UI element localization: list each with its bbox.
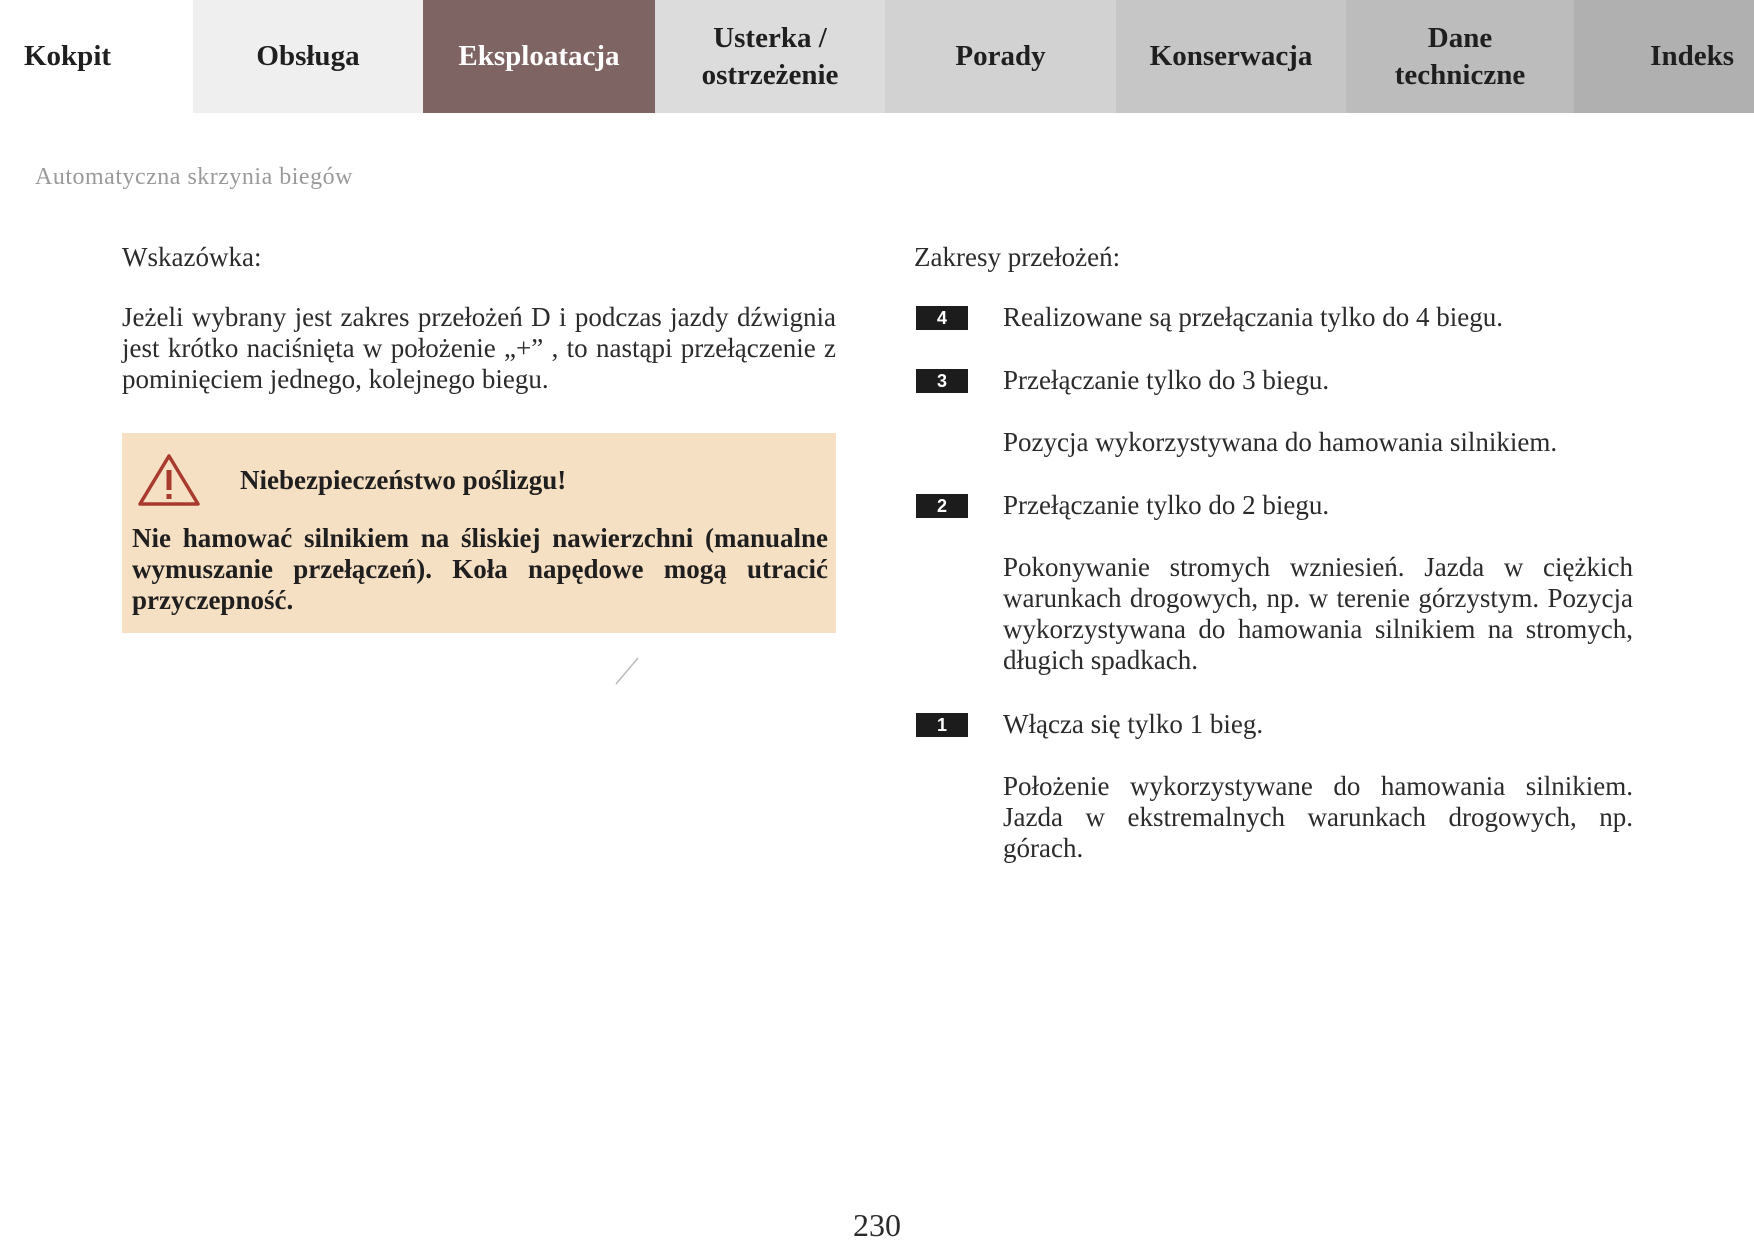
tab-konserwacja[interactable] (1116, 0, 1346, 113)
tab-indeks[interactable] (1574, 0, 1754, 113)
tab-label: Kokpit (24, 40, 112, 72)
tab-kokpit[interactable] (0, 0, 193, 113)
gear-range-text: Włącza się tylko 1 bieg. (1003, 709, 1264, 739)
tab-obsluga[interactable] (193, 0, 423, 113)
gear-badge-2: 2 (916, 494, 968, 518)
tab-usterka-ostrzezenie[interactable] (655, 0, 885, 113)
hint-text: Jeżeli wybrany jest zakres przełożeń D i podczas jazdy dźwignia jest krótko naciśnięta w położenie „+” , to nastąpi przełączenie z pominięciem jednego, kolejnego biegu. (122, 302, 836, 394)
tab-eksploatacja-active[interactable] (423, 0, 655, 113)
gear-badge-1: 1 (916, 713, 968, 737)
warning-title: Niebezpieczeństwo poślizgu! (240, 464, 567, 495)
gear-range-text: Przełączanie tylko do 2 biegu. (1003, 490, 1330, 520)
warning-triangle-icon (136, 452, 202, 508)
section-title: Automatyczna skrzynia biegów (35, 164, 353, 190)
hint-heading: Wskazówka: (122, 242, 262, 272)
gear-ranges-block (914, 240, 1634, 863)
tab-label: Eksploatacja (458, 40, 620, 72)
tab-label: Indeks (1650, 40, 1734, 72)
gear-badge-4: 4 (916, 306, 968, 330)
gear-range-text: Przełączanie tylko do 3 biegu. (1003, 365, 1330, 395)
gear-badge-3: 3 (916, 369, 968, 393)
gear-range-note: Położenie wykorzystywane do hamowania silnikiem. Jazda w ekstremalnych warunkach drogowych, np. górach. (1003, 771, 1633, 863)
tab-label: Dane techniczne (1394, 21, 1526, 91)
gear-range-note: Pokonywanie stromych wzniesień. Jazda w ciężkich warunkach drogowych, np. w terenie górzystym. Pozycja wykorzystywana do hamowania silnikiem na stromych, długich spadkach. (1003, 552, 1633, 675)
tab-label: Porady (955, 40, 1046, 72)
decorative-slash-mark (612, 656, 642, 686)
tab-label: Konserwacja (1149, 40, 1313, 72)
tab-label: Usterka / ostrzeżenie (701, 21, 839, 91)
page-number: 230 (853, 1207, 901, 1243)
warning-box (122, 433, 836, 633)
tab-dane-techniczne[interactable] (1346, 0, 1574, 113)
ranges-heading: Zakresy przełożeń: (914, 242, 1121, 272)
warning-header (132, 451, 828, 509)
chapter-tabs (0, 0, 1754, 113)
warning-body: Nie hamować silnikiem na śliskiej nawierzchni (manualne wymuszanie przełączeń). Koła napędowe mogą utracić przyczepność. (132, 523, 828, 615)
tab-label: Obsługa (256, 40, 360, 72)
gear-range-text: Realizowane są przełączania tylko do 4 biegu. (1003, 302, 1504, 332)
tab-porady[interactable] (885, 0, 1116, 113)
gear-range-note: Pozycja wykorzystywana do hamowania silnikiem. (1003, 427, 1558, 457)
hint-block (122, 240, 836, 395)
